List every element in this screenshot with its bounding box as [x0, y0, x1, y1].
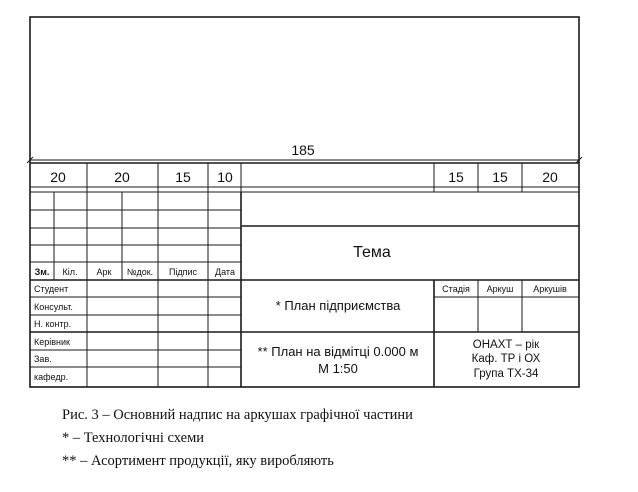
dim-total-label: 185 — [291, 142, 315, 158]
dim-col-label: 20 — [50, 169, 66, 185]
dim-col-label: 10 — [217, 169, 233, 185]
scale-label: М 1:50 — [318, 361, 358, 376]
role-student: Студент — [34, 284, 69, 294]
caption-note-1: * – Технологічні схеми — [62, 430, 205, 446]
dim-col-label: 20 — [542, 169, 558, 185]
org-line-1: ОНАХТ – рік — [472, 339, 540, 351]
role-supervisor: Керівник — [34, 337, 70, 347]
dim-col-label: 15 — [175, 169, 191, 185]
header-ndok: №док. — [126, 267, 154, 277]
sheet-header: Аркуш — [486, 284, 514, 294]
role-head: Зав. — [34, 354, 52, 364]
plan-elevation-label: ** План на відмітці 0.000 м — [257, 344, 419, 359]
header-zm: Зм. — [34, 267, 50, 277]
header-pidpys: Підпис — [168, 267, 198, 277]
sheets-header: Аркушів — [533, 284, 567, 294]
role-norm-control: Н. контр. — [34, 319, 72, 329]
header-ark: Арк — [96, 267, 112, 277]
caption-figure: Рис. 3 – Основний надпис на аркушах графічної частини — [62, 407, 413, 423]
plan-label: * План підприємства — [275, 298, 401, 313]
org-line-2: Каф. ТР і ОХ — [471, 353, 541, 365]
role-department: кафедр. — [34, 372, 69, 382]
dim-col-label: 15 — [448, 169, 464, 185]
dim-col-label: 20 — [114, 169, 130, 185]
header-data: Дата — [215, 267, 235, 277]
org-line-3: Група ТХ-34 — [473, 368, 539, 380]
dim-col-label: 15 — [492, 169, 508, 185]
role-consultant: Консульт. — [34, 302, 73, 312]
stage-header: Стадія — [442, 284, 470, 294]
header-kil: Кіл. — [62, 267, 78, 277]
caption-note-2: ** – Асортимент продукції, яку виробляють — [62, 453, 334, 469]
theme-label: Тема — [353, 244, 391, 261]
